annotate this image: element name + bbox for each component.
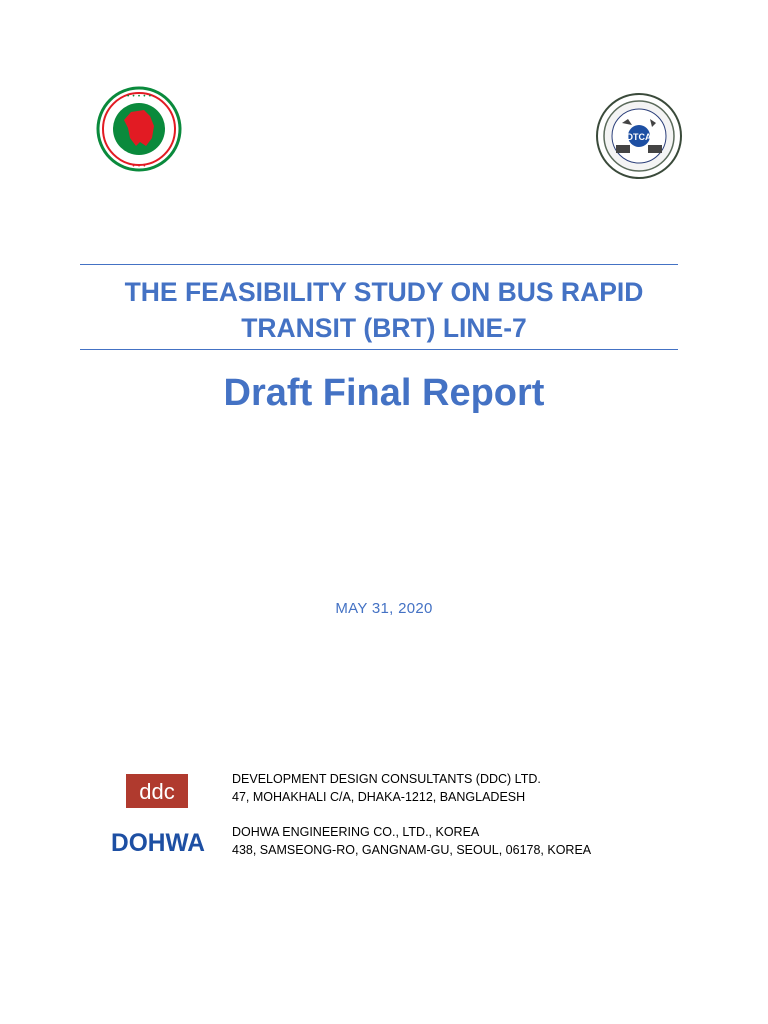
study-title xyxy=(80,274,688,346)
report-title: Draft Final Report xyxy=(223,372,545,414)
bangladesh-government-emblem-icon xyxy=(94,86,184,172)
report-date: MAY 31, 2020 xyxy=(335,600,433,617)
ddc-address-block xyxy=(232,770,541,806)
svg-text:• • • • •: • • • • • xyxy=(126,93,152,100)
ddc-logo-text: ddc xyxy=(139,779,175,804)
svg-text:• • •: • • • xyxy=(131,163,147,170)
dohwa-logo-icon xyxy=(110,826,206,856)
study-title-line-1: THE FEASIBILITY STUDY ON BUS RAPID xyxy=(124,277,644,307)
title-bottom-rule xyxy=(80,349,678,350)
ddc-logo-icon xyxy=(126,774,188,808)
dohwa-address-block xyxy=(232,823,591,859)
ddc-company-address: 47, MOHAKHALI C/A, DHAKA-1212, BANGLADESH xyxy=(232,790,526,804)
dohwa-logo-text: DOHWA xyxy=(111,829,205,856)
dohwa-company-address: 438, SAMSEONG-RO, GANGNAM-GU, SEOUL, 06178, KOREA xyxy=(232,843,592,857)
title-top-rule xyxy=(80,264,678,265)
dtca-emblem-icon xyxy=(594,93,684,179)
ddc-company-name: DEVELOPMENT DESIGN CONSULTANTS (DDC) LTD. xyxy=(232,772,541,786)
dtca-logo-text: DTCA xyxy=(626,132,652,142)
dohwa-company-name: DOHWA ENGINEERING CO., LTD., KOREA xyxy=(232,825,480,839)
study-title-line-2: TRANSIT (BRT) LINE-7 xyxy=(241,313,527,343)
